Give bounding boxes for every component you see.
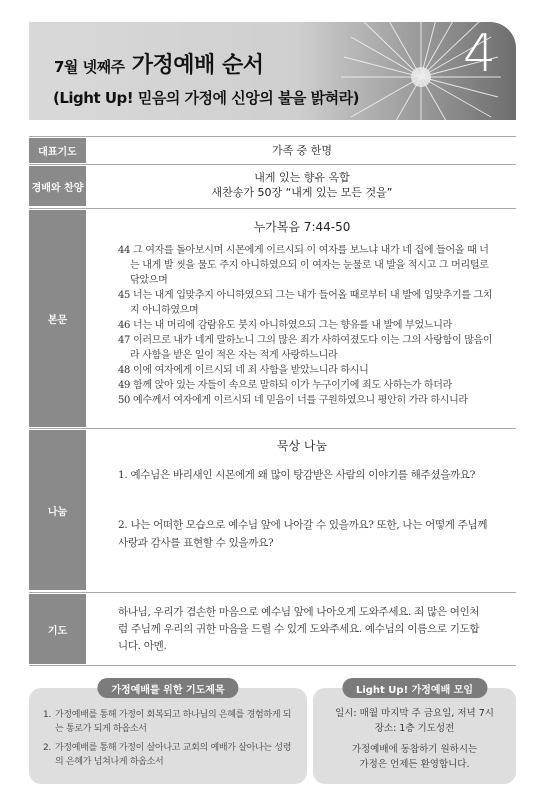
label-scripture: 본문 [29, 210, 86, 427]
prayer-topics-box [29, 684, 307, 784]
label-sharing: 나눔 [29, 430, 86, 590]
verse-46: 46 너는 내 머리에 감람유도 붓지 아니하였으되 그는 향유를 내 발에 부었느니라 [118, 320, 452, 331]
page-title [54, 48, 263, 79]
divider [29, 164, 516, 165]
worship-song-title: 내게 있는 향유 옥합 [254, 171, 350, 184]
verse-47: 47 이러므로 내가 네게 말하노니 그의 많은 죄가 사하여졌도다 이는 그의 사랑함이 많음이라 사함을 받은 일이 적은 자는 적게 사랑하느니라 [118, 335, 493, 361]
meeting-time: 일시: 매월 마지막 주 금요일, 저녁 7시 [335, 708, 494, 719]
worship-hymn: 새찬송가 50장 “내게 있는 모든 것을” [211, 186, 393, 199]
verse-45: 45 너는 내게 입맞추지 아니하였으되 그는 내가 들어올 때로부터 내 발에 입맞추기를 그치지 아니하였으며 [118, 290, 493, 316]
label-worship: 경배와 찬양 [29, 166, 86, 206]
scripture-reference: 누가복음 7:44-50 [253, 220, 351, 234]
meeting-place: 장소: 1층 기도성전 [374, 723, 455, 734]
title-prefix: 7월 넷째주 [54, 58, 125, 76]
meeting-box [313, 684, 516, 784]
question-1: 1. 예수님은 바리새인 시몬에게 왜 많이 탕감받은 사람의 이야기를 해주셨을까요? [118, 469, 476, 481]
sharing-content [88, 438, 516, 552]
prayer-text: 하나님, 우리가 겸손한 마음으로 예수님 앞에 나아오게 도와주세요. 죄 많은 여인처럼 주님께 우리의 귀한 마음을 드릴 수 있게 도와주세요. 예수님의 이름으로 기도합니다. 아멘. [118, 606, 480, 652]
meeting-note-2: 가정은 언제든 환영합니다. [359, 759, 470, 770]
verse-49: 49 함께 앉아 있는 자들이 속으로 말하되 이가 누구이기에 죄도 사하는가 하더라 [118, 380, 452, 391]
header-banner [29, 22, 516, 120]
verse-list [88, 243, 516, 408]
meeting-note-1: 가정예배에 동참하기 원하시는 [351, 744, 478, 755]
list-item: 2. 가정예배를 통해 가정이 살아나고 교회의 예배가 살아나는 성령의 은혜가 넘쳐나게 하옵소서 [43, 743, 292, 767]
label-rep-prayer: 대표기도 [29, 138, 86, 163]
verse-44: 44 그 여자를 돌아보시며 시몬에게 이르시되 이 여자를 보느냐 내가 네 집에 들어올 때 너는 내게 발 씻을 물도 주지 아니하였으되 이 여자는 눈물로 내 발을 적시고 그 머리털로 닦았으며 [118, 245, 489, 286]
divider [29, 665, 516, 666]
verse-50: 50 예수께서 여자에게 이르시되 네 믿음이 너를 구원하였으니 평안히 가라 하시니라 [118, 395, 468, 406]
rep-prayer-text: 가족 중 한명 [271, 144, 333, 157]
sharing-heading: 묵상 나눔 [276, 439, 328, 453]
divider [29, 136, 516, 137]
title-main: 가정예배 순서 [131, 53, 264, 78]
meeting-title: Light Up! 가정예배 모임 [342, 678, 487, 698]
prayer-topics-title: 가정예배를 위한 기도제목 [97, 678, 238, 698]
divider [29, 208, 516, 209]
page-subtitle: (Light Up! 믿음의 가정에 신앙의 불을 밝혀라) [53, 89, 359, 107]
worship-content [88, 170, 516, 200]
week-number: 4 [462, 24, 496, 84]
label-prayer: 기도 [29, 594, 86, 664]
question-2: 2. 나는 어떠한 모습으로 예수님 앞에 나아갈 수 있을까요? 또한, 나는 어떻게 주님께 사랑과 감사를 표현할 수 있을까요? [118, 519, 488, 549]
list-item: 1. 가정예배를 통해 가정이 회복되고 하나님의 은혜를 경험하게 되는 통로가 되게 하옵소서 [43, 710, 292, 734]
scripture-content [88, 219, 516, 408]
meeting-details [313, 688, 516, 772]
divider [29, 592, 516, 593]
divider [29, 428, 516, 429]
verse-48: 48 이에 여자에게 이르시되 네 죄 사함을 받았느니라 하시니 [118, 365, 369, 376]
prayer-topics-list [29, 688, 307, 769]
